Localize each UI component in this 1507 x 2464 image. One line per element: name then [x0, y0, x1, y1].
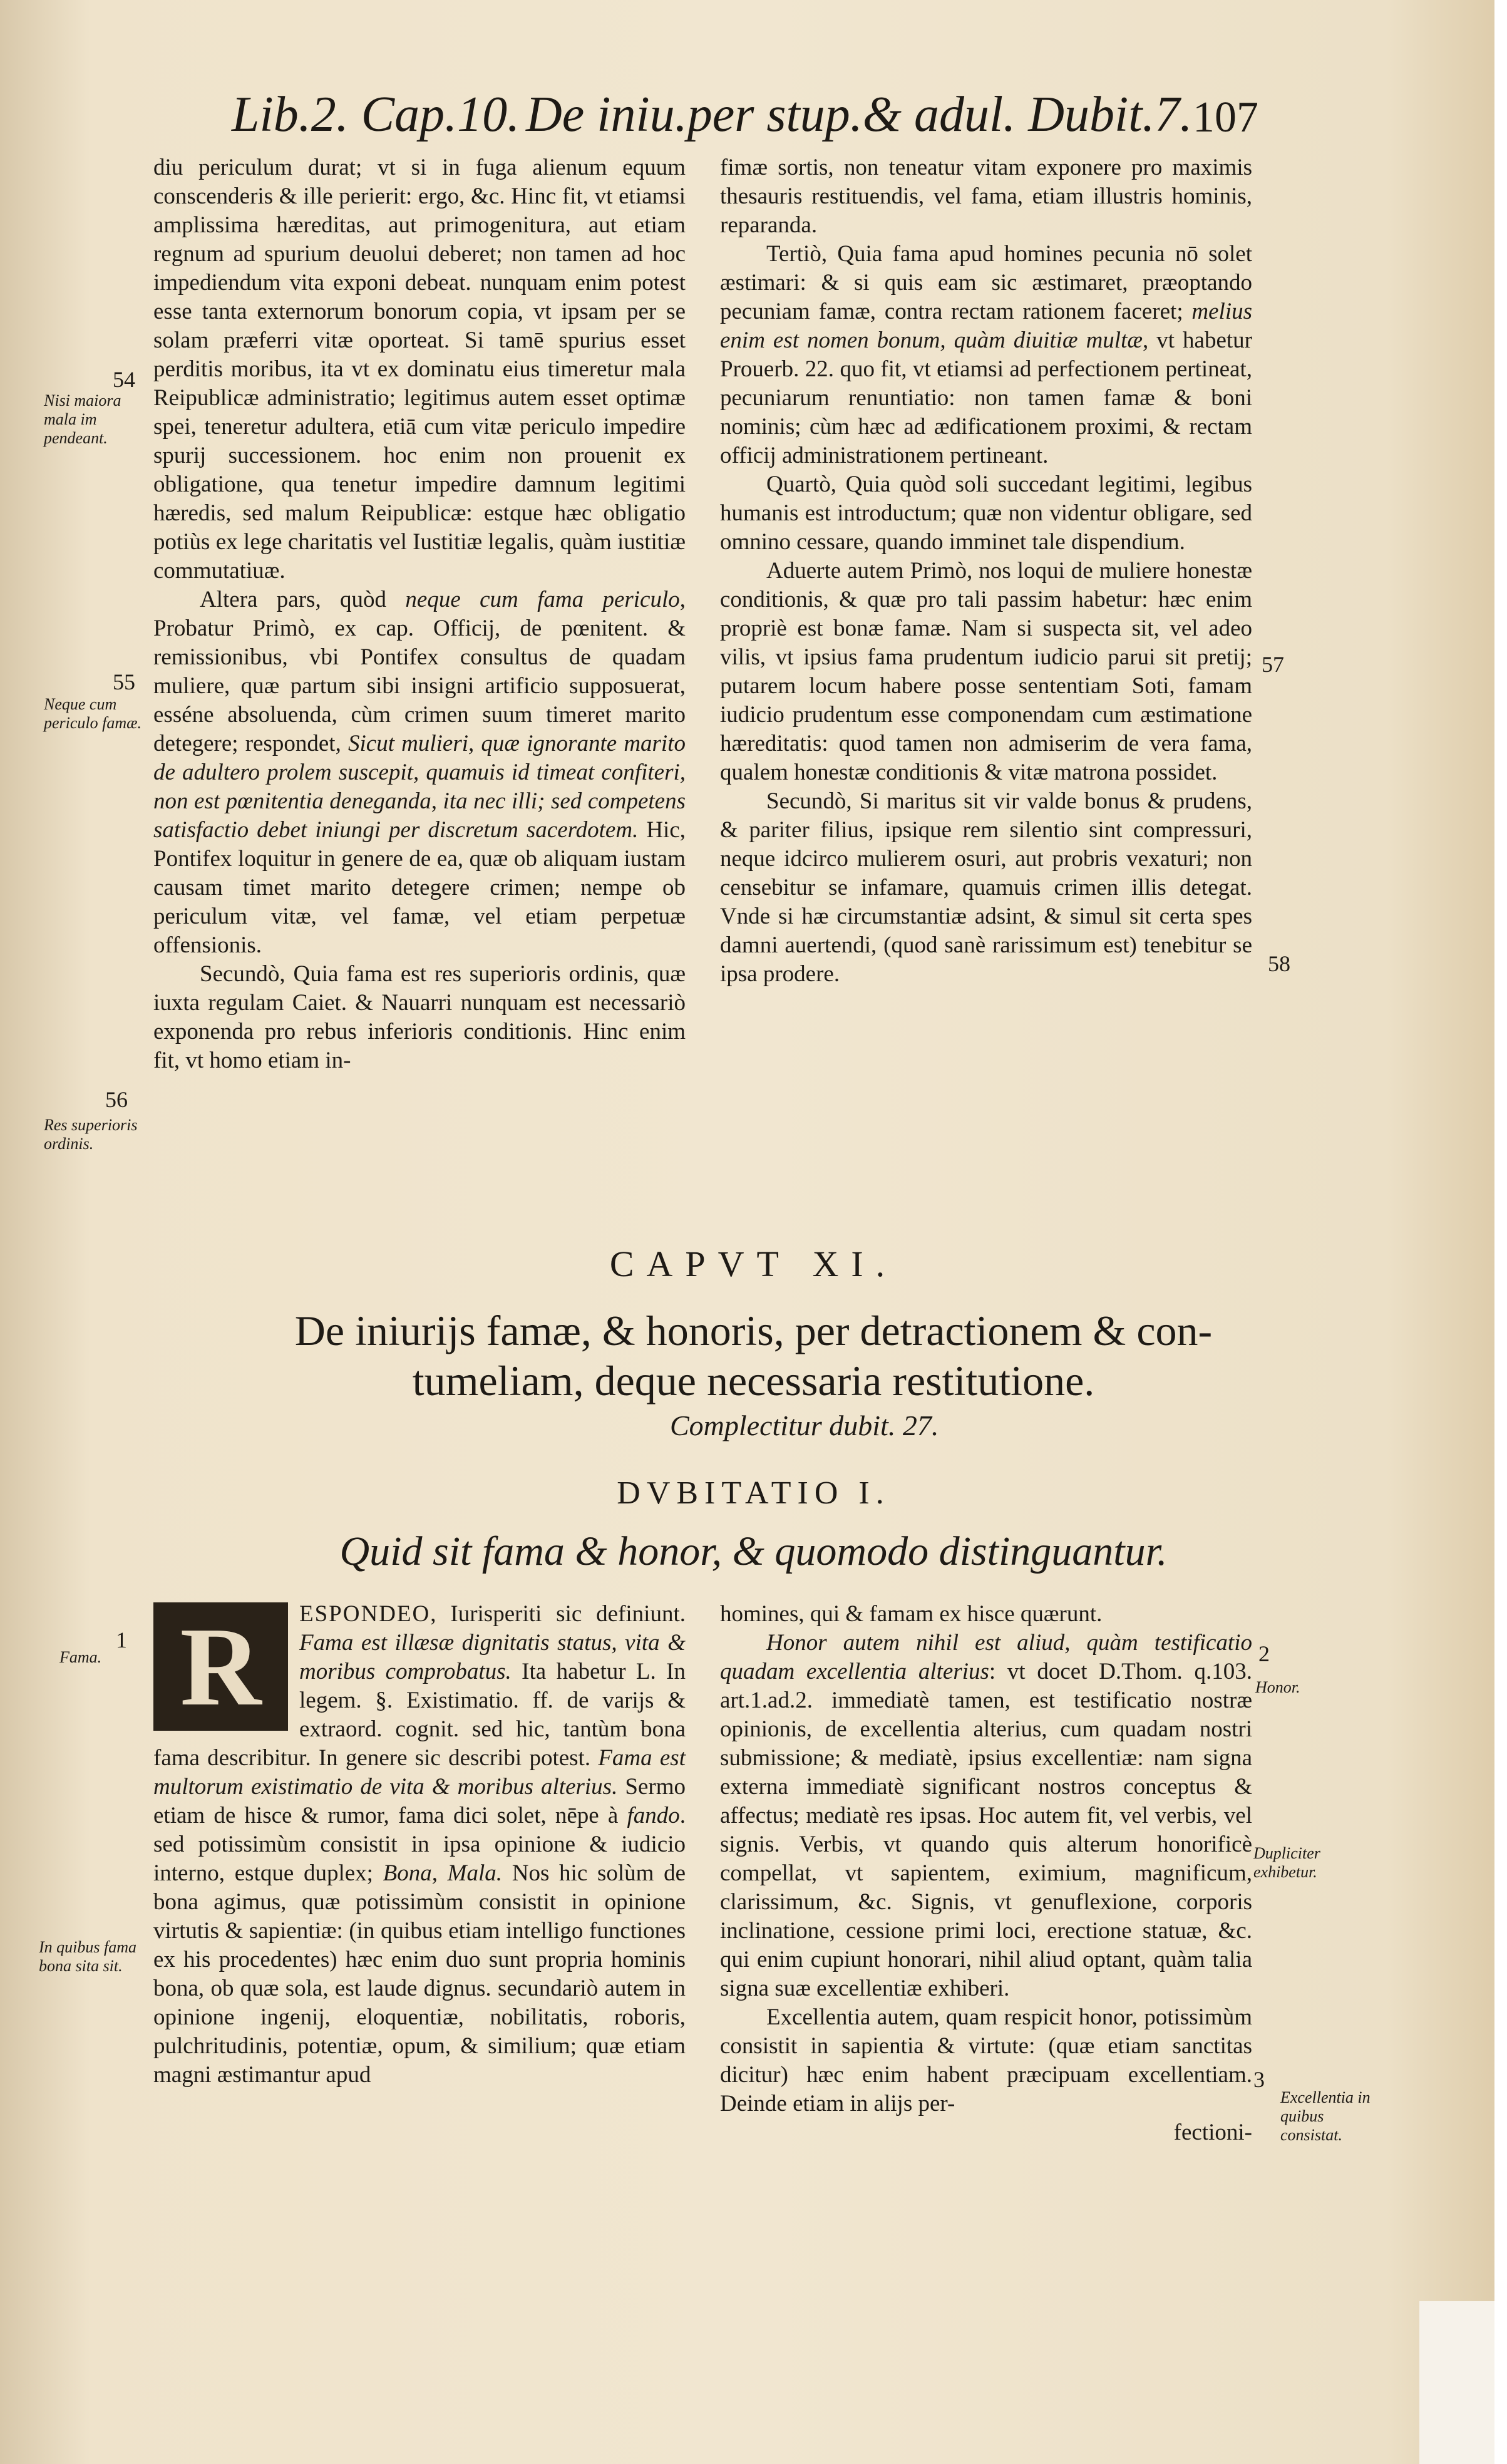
header-topic: De iniu.per stup.& adul. Dubit.7. [526, 87, 1193, 142]
decorated-initial: R [153, 1602, 288, 1731]
paragraph: fimæ sortis, non teneatur vitam exponere pro maximis thesauris restituendis, vel fama, etiam illustris hominis, reparanda. [720, 155, 1252, 238]
text: Ita habetur L. In legem. §. Existimatio. ff. de varijs & extraord. cognit. sed hic, tantùm bona fama describitur. In genere sic describi potest. [153, 1659, 686, 1771]
margin-note: Res superioris ordinis. [44, 1116, 138, 1153]
paragraph [720, 1629, 1252, 2003]
chapter-title [0, 1306, 1507, 1406]
catchword: fectioni- [1173, 2120, 1252, 2145]
italic-quote: melius enim est nomen bonum, quàm diuitiæ multæ [720, 299, 1252, 353]
text: , Probatur Primò, ex cap. Officij, de pœnitent. & remissionibus, vbi Pontifex consultus de quadam muliere, quæ partum sibi insigni artificio supposuerat, esséne absoluenda, cùm crimen suum timeret marito detegere; respondet, [153, 587, 686, 756]
margin-note: In quibus fama bona sita sit. [39, 1938, 136, 1975]
question-title: Quid sit fama & honor, & quomodo distinguantur. [339, 1528, 1168, 1574]
chapter-title-line: De iniurijs famæ, & honoris, per detractionem & con- [294, 1307, 1213, 1354]
paragraph: Aduerte autem Primò, nos loqui de muliere honestæ conditionis, & quæ pro tali passim habetur: hæc enim propriè est bonæ famæ. Nam si suspecta sit, vel adeo vilis, vt ipsius fama prudentum iudicio parui sit pretij; putarem locum habere posse sententiam Soti, famam iudicio prudentum esse componendam cum æstimatione hæreditatis: quod tamen non admiserim de vera fama, qualem honestæ conditionis & vitæ matrona possidet. [720, 558, 1252, 785]
column-right-top [720, 153, 1252, 989]
text: Hic, Pontifex loquitur in genere de ea, quæ ob aliquam iustam causam timet marito detegere crimen; nempe ob periculum vitæ, vel famæ, vel etiam perpetuæ offensionis. [153, 817, 686, 958]
page-number: 107 [1193, 93, 1258, 142]
margin-number: 2 [1258, 1641, 1270, 1666]
header-book-chapter: Lib.2. Cap.10. [232, 87, 520, 142]
text: Tertiò, Quia fama apud homines pecunia nō solet æstimari: & si quis eam sic æstimaret, præoptando pecuniam famæ, contra rectam rationem faceret; [720, 241, 1252, 324]
dubitatio-heading: DVBITATIO I. [617, 1475, 890, 1511]
chapter-heading: CAPVT XI. [609, 1244, 898, 1284]
chapter-title-line: tumeliam, deque necessaria restitutione. [412, 1357, 1095, 1405]
margin-number: 3 [1253, 2067, 1265, 2092]
italic-definition: Fama est multorum existimatio de vita & moribus alterius. [153, 1745, 686, 1800]
margin-number: 58 [1268, 951, 1290, 976]
paragraph: Secundò, Quia fama est res superioris ordinis, quæ iuxta regulam Caiet. & Nauarri nunquam est necessariò exponenda pro rebus inferioris conditionis. Hinc enim fit, vt homo etiam in- [153, 961, 686, 1073]
column-left-top [153, 153, 686, 1075]
margin-number: 57 [1262, 652, 1284, 677]
paragraph: Secundò, Si maritus sit vir valde bonus & prudens, & pariter filius, ipsique rem silentio sint compressuri, neque idcirco mulierem osuri, aut probris vexaturi; non censebitur se infamare, quamuis crimen illis detegat. Vnde si hæ circumstantiæ adsint, & simul sit certa spes damni auertendi, (quod sanè rarissimum est) tenebitur se ipsa prodere. [720, 788, 1252, 987]
italic-text: Bona, Mala. [383, 1860, 503, 1886]
italic-text: fando [627, 1803, 680, 1828]
paragraph: Quartò, Quia quòd soli succedant legitimi, legibus humanis est introductum; quæ non videntur obligare, sed omnino cessare, quando imminet tale dispendium. [720, 472, 1252, 555]
margin-note: Excellentia in quibus consistat. [1280, 2088, 1371, 2144]
italic-definition: Fama est illæsæ dignitatis status, vita & moribus comprobatus. [299, 1630, 686, 1684]
text: : vt docet D.Thom. q.103. art.1.ad.2. immediatè tamen, est testificatio nostræ opinionis, de excellentia alterius, cum quadam nostri submissione; & mediatè, ipsius excellentiæ: nam signa externa immediatè significant nostros conceptus & affectus; mediatè res ipsas. Hoc autem fit, vel verbis, vel signis. Verbis, vt quando quis alterum honorificè compellat, vt sapientem, eximium, magnificum, clarissimum, &c. Signis, vt genuflexione, corporis inclinatione, cessione primi loci, erectione statuæ, &c. qui enim cupiunt honorari, nihil aliud optant, quàm talia signa suæ excellentiæ exhiberi. [720, 1659, 1252, 2001]
text: Nos hic solùm de bona agimus, quæ potissimùm consistit in opinione virtutis & sapientiæ: (in quibus etiam intelligo functiones ex his procedentes) hæc enim duo sunt propria hominis bona, ob quæ sola, est laude dignus. secundariò autem in opinione ingenij, eloquentiæ, nobilitatis, roboris, pulchritudinis, potentiæ, opum, & similium; quæ etiam magni æstimantur apud [153, 1860, 686, 2088]
text: , vt habetur Prouerb. 22. quo fit, vt etiamsi ad perfectionem pertineat, pecuniarum renuntiatio: non tamen famæ & boni nominis; cùm hæc ad ædificationem proximi, & rectam officij administrationem pertineant. [720, 327, 1252, 468]
text: Altera pars, quòd [200, 587, 406, 612]
margin-note: Dupliciter exhibetur. [1253, 1844, 1320, 1881]
margin-note: Neque cum periculo famæ. [44, 695, 141, 732]
margin-number: 54 [113, 367, 135, 392]
text: , Iurisperiti sic definiunt. [430, 1601, 686, 1627]
paragraph: diu periculum durat; vt si in fuga alienum equum conscenderis & ille perierit: ergo, &c. Hinc fit, vt etiamsi amplissima hæreditas, aut primogenitura, aut etiam regnum ad spurium deuolui deberet; non tamen ad hoc impediendum vita exponi debeat. nunquam enim potest esse tanta externorum bonorum copia, vt ipsam per se solam præferri vitæ oporteat. Si tamē spurius esset perditis moribus, ita vt ex dominatu eius timeretur mala Reipublicæ administratio; legitimus autem esset optimæ spei, teneretur adultera, etiā cum vitæ periculo impedire spurij successionem. hoc enim non prouenit ex obligatione, qua tenetur impedire damnum legitimi hæredis, sed malum Reipublicæ: estque hæc obligatio potiùs ex lege charitatis vel Iustitiæ legalis, quàm iustitiæ commutatiuæ. [153, 155, 686, 584]
italic-quote: Sicut mulieri, quæ ignorante marito de adultero prolem suscepit, quamuis id timeat confiteri, non est pœnitentia deneganda, ita nec illi; sed competens satisfactio debet iniungi per discretum sacerdotem. [153, 731, 686, 843]
italic-text: neque cum fama periculo [405, 587, 680, 612]
paragraph [153, 1600, 686, 2090]
chapter-contents-note: Complectitur dubit. 27. [670, 1410, 939, 1441]
scan-edge [1494, 0, 1507, 2464]
running-header [232, 80, 1258, 149]
scan-corner [1419, 2301, 1494, 2464]
paragraph [720, 240, 1252, 470]
margin-number: 56 [105, 1087, 128, 1112]
margin-note: Nisi maiora mala im pendeant. [44, 391, 121, 447]
text: . sed potissimùm consistit in ipsa opinione & iudicio interno, estque duplex; [153, 1803, 686, 1886]
text: ESPONDEO [299, 1601, 431, 1627]
paragraph: homines, qui & famam ex hisce quærunt. [720, 1601, 1103, 1627]
paragraph [153, 585, 686, 960]
column-left-bottom [153, 1600, 686, 2090]
paragraph: Excellentia autem, quam respicit honor, potissimùm consistit in sapientia & virtute: (quæ etiam sanctitas dicitur) hæc enim habent præcipuam excellentiam. Deinde etiam in alijs per- [720, 2004, 1252, 2116]
italic-definition: Honor autem nihil est aliud, quàm testificatio quadam excellentia alterius [720, 1630, 1252, 1684]
column-right-bottom [720, 1600, 1252, 2147]
text: Sermo etiam de hisce & rumor, fama dici solet, nēpe à [153, 1774, 686, 1828]
margin-note: Fama. [59, 1648, 102, 1666]
margin-number: 55 [113, 669, 135, 694]
margin-number: 1 [116, 1627, 127, 1652]
margin-note: Honor. [1255, 1678, 1300, 1696]
